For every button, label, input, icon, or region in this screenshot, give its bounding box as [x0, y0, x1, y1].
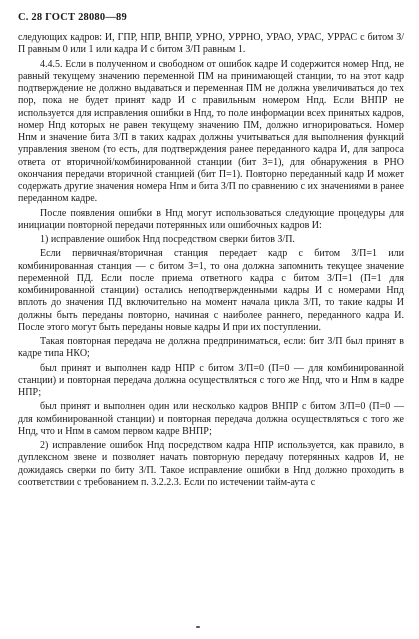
page-header: С. 28 ГОСТ 28080—89	[18, 12, 127, 23]
document-body	[18, 32, 404, 489]
paragraph: следующих кадров: И, ГПР, НПР, ВНПР, УРНО, УРРНО, УРАО, УРАС, УРРАС с битом З/П равным 0 или 1 или кадра И с битом З/П равным 1.	[18, 32, 404, 56]
paragraph: был принят и выполнен кадр НПР с битом З/П=0 (П=0 — для комбинированной станции) и повторная передача должна осуществляться с того же Нпд, что и Нпм в кадре НПР;	[18, 362, 404, 398]
page-mark	[196, 626, 200, 628]
paragraph: 4.4.5. Если в полученном и свободном от ошибок кадре И содержится номер Нпд, не равный текущему значению переменной ПМ на принимающей станции, то на этот кадр подтверждение не должно выдаваться и переменная ПМ не должна увеличиваться до тех пор, пока не будет принят кадр И с правильным номером Нпд. Если ВНПР не используется для исправления ошибки в Нпд, то поле информации всех принятых кадров, номер Нпд которых не равен текущему значению ПМ, должно игнорироваться. Номер Нпм и значение бита З/П в таких кадрах должны учитываться для выполнения функций управления звеном (то есть, для подтверждения ранее переданного кадра И, для запроса ответа от вторичной/комбинированной станции (бит З=1), для обнаружения в РНО окончания передачи вторичной станцией (бит П=1). Повторно переданный кадр И может содержать другие значения номера Нпм и бита З/П по сравнению с их значениями в ранее переданном кадре.	[18, 58, 404, 205]
paragraph: Если первичная/вторичная станция передает кадр с битом З/П=1 или комбинированная станция — с битом З=1, то она должна запомнить текущее значение переменной ПД. Если после приема ответного кадра с битом З/П=1 (П=1 для комбинированной станции) остались неподтвержденными кадры И с номерами Нпд вплоть до значения ПД включительно на момент начала цикла З/П, то такие кадры И должны быть переданы повторно, начиная с наиболее раннего, переданного кадра И. После этого могут быть переданы новые кадры И при их поступлении.	[18, 248, 404, 333]
paragraph: был принят и выполнен один или несколько кадров ВНПР с битом З/П=0 (П=0 — для комбинированной станции) и повторная передача должна осуществляться с того же Нпд, что и Нпм в самом первом кадре ВНПР;	[18, 401, 404, 437]
paragraph: 1) исправление ошибок Нпд посредством сверки битов З/П.	[40, 234, 295, 245]
paragraph: Такая повторная передача не должна предприниматься, если: бит З/П был принят в кадре типа НКО;	[18, 336, 404, 360]
paragraph: 2) исправление ошибок Нпд посредством кадра НПР используется, как правило, в дуплексном звене и позволяет начать повторную передачу потерянных кадров И, не дожидаясь сверки по биту З/П. Такое исправление ошибки в Нпд должно проходить в соответствии с требованием п. 3.2.2.3. Если по истечении тайм-аута с	[18, 440, 404, 488]
paragraph: После появления ошибки в Нпд могут использоваться следующие процедуры для инициации повторной передачи потерянных или ошибочных кадров И:	[18, 207, 404, 231]
document-page	[18, 12, 404, 632]
